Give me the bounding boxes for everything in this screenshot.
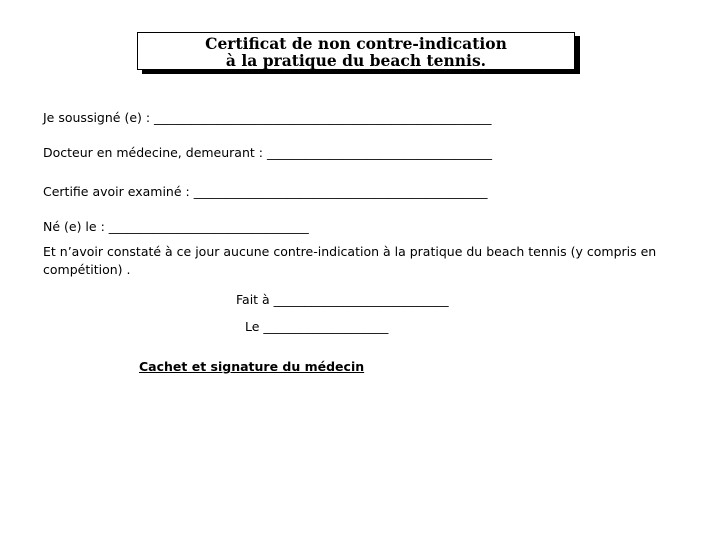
field-soussigne: Je soussigné (e) : ______________________________________________________ — [43, 110, 492, 125]
signature-label: Cachet et signature du médecin — [139, 359, 365, 374]
field-certifie: Certifie avoir examiné : _______________________________________________ — [43, 184, 488, 199]
field-ne-le: Né (e) le : ________________________________ — [43, 219, 309, 234]
field-date-le: Le ____________________ — [245, 319, 389, 334]
title-line-1: Certificat de non contre-indication — [205, 34, 507, 53]
field-docteur: Docteur en médecine, demeurant : ____________________________________ — [43, 145, 492, 160]
title-line-2: à la pratique du beach tennis. — [225, 51, 487, 70]
constat-paragraph: Et n’avoir constaté à ce jour aucune contre-indication à la pratique du beach tennis (y compris en compétition) . — [43, 244, 657, 277]
document-title — [137, 32, 575, 70]
field-fait-a: Fait à ____________________________ — [236, 292, 449, 307]
